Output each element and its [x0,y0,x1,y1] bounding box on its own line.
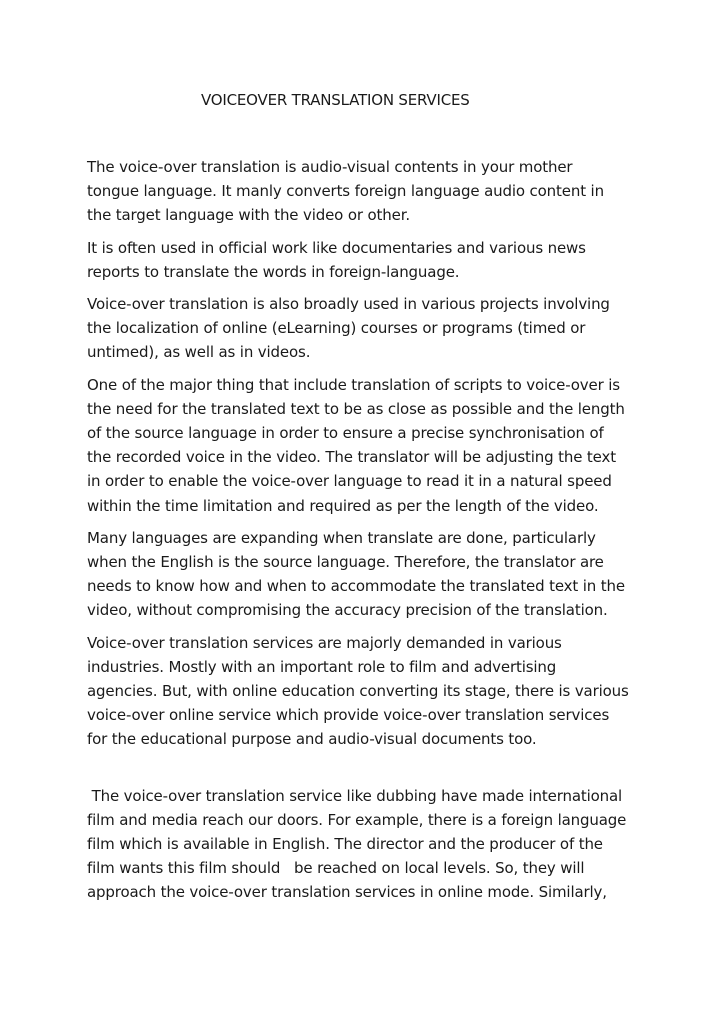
text-line: agencies. But, with online education converting its stage, there is various [87,682,629,701]
paragraph-1 [87,155,647,228]
text-line: the need for the translated text to be as close as possible and the length [87,399,625,418]
text-line: video, without compromising the accuracy precision of the translation. [87,601,608,620]
text-line: needs to know how and when to accommodate the translated text in the [87,577,625,596]
paragraph-4 [87,373,647,518]
text-line: approach the voice-over translation services in online mode. Similarly, [87,883,607,902]
text-line: voice-over online service which provide voice-over translation services [87,706,610,725]
text-line: the localization of online (eLearning) courses or programs (timed or [87,319,586,338]
text-line: Voice-over translation is also broadly used in various projects involving [87,295,610,314]
text-line: The voice-over translation is audio-visual contents in your mother [87,158,573,176]
text-line: One of the major thing that include translation of scripts to voice-over is [87,375,620,394]
text-line: film and media reach our doors. For example, there is a foreign language [87,810,627,829]
text-line: the target language with the video or other. [87,206,410,225]
document-title: VOICEOVER TRANSLATION SERVICES [201,91,470,109]
text-line: film which is available in English. The director and the producer of the [87,835,603,854]
text-line: in order to enable the voice-over language to read it in a natural speed [87,472,612,491]
text-line: Many languages are expanding when translate are done, particularly [87,528,596,547]
text-line: industries. Mostly with an important role to film and advertising [87,657,557,676]
paragraph-7 [87,784,647,905]
text-line: It is often used in official work like documentaries and various news [87,238,586,257]
paragraph-spacer [87,760,647,784]
document-body [87,155,647,913]
text-line: Voice-over translation services are majorly demanded in various [87,633,562,652]
text-line: The voice-over translation service like dubbing have made international [87,786,623,805]
text-line: the recorded voice in the video. The translator will be adjusting the text [87,448,616,467]
text-line: within the time limitation and required as per the length of the video. [87,496,599,515]
paragraph-6 [87,631,647,752]
text-line: when the English is the source language. Therefore, the translator are [87,553,604,572]
text-line: film wants this film should be reached on local levels. So, they will [87,859,585,878]
paragraph-3 [87,292,647,365]
text-line: for the educational purpose and audio-visual documents too. [87,730,537,749]
paragraph-5 [87,526,647,623]
text-line: untimed), as well as in videos. [87,343,311,362]
text-line: of the source language in order to ensure a precise synchronisation of [87,424,604,443]
text-line: tongue language. It manly converts foreign language audio content in [87,182,604,201]
text-line: reports to translate the words in foreign-language. [87,262,460,281]
paragraph-2 [87,236,647,284]
